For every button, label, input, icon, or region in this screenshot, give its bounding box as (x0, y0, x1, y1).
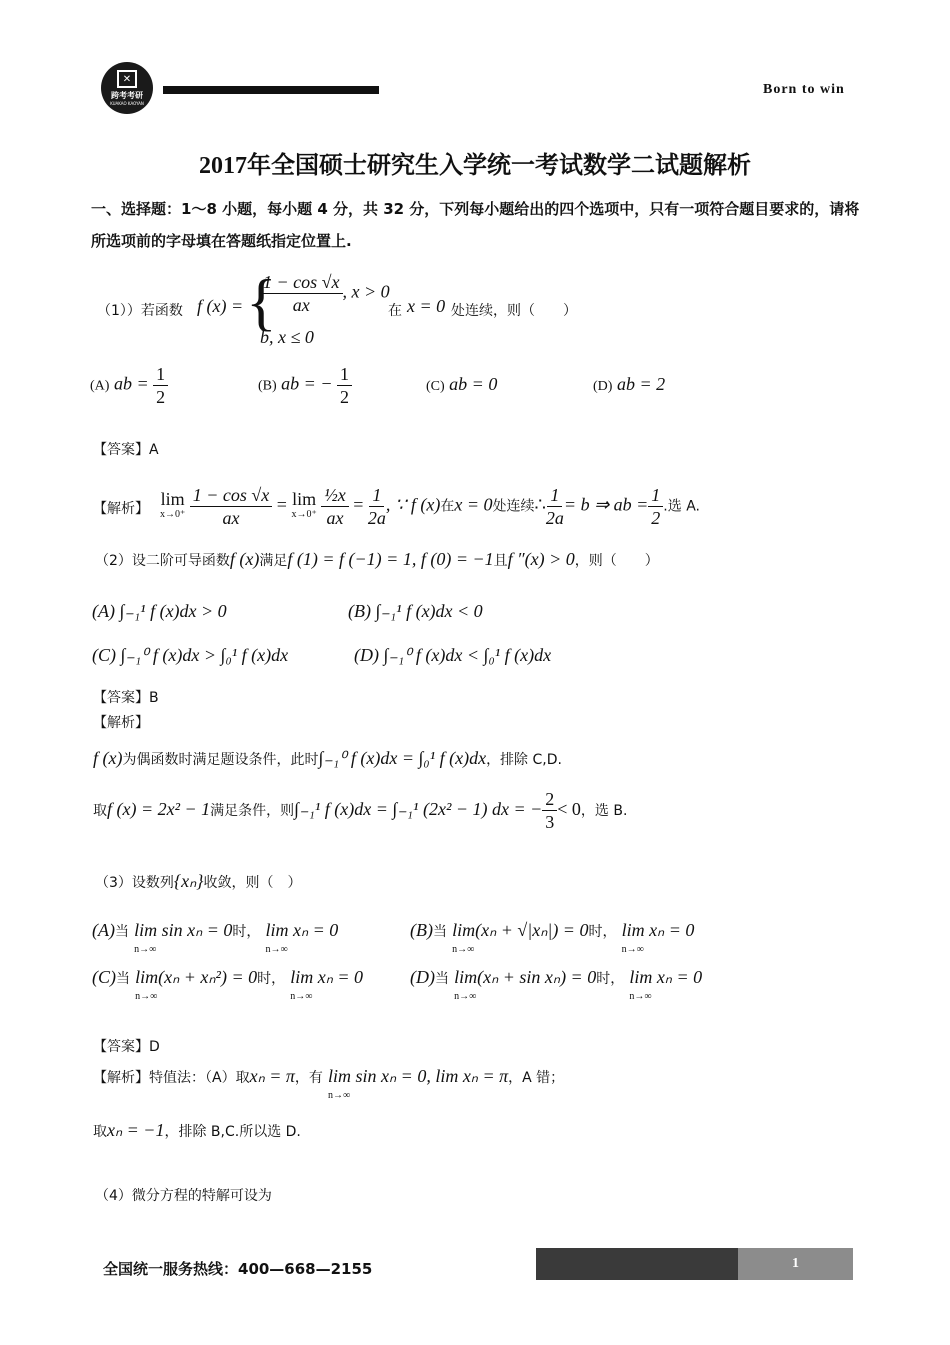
q1-analysis-label: 【解析】 (93, 501, 149, 517)
q3-option-b: (B)当 lim(xₙ + √|xₙ|) = 0 n→∞ 时， lim xₙ = 0 n→∞ (410, 920, 695, 955)
page-number: 1 (738, 1248, 853, 1280)
q3-analysis-line1: 【解析】特值法：（A）取xₙ = π，有 lim sin xₙ = 0, lim xₙ = π n→∞ ，A 错； (93, 1066, 565, 1101)
q2-analysis-line1: f (x)为偶函数时满足题设条件，此时∫₋₁⁰ f (x)dx = ∫₀¹ f (x)dx，排除 C,D. (93, 748, 562, 768)
q1-case2: b, x ≤ 0 (260, 327, 314, 347)
q3-option-a: (A)当 lim sin xₙ = 0 n→∞ 时， lim xₙ = 0 n→∞ (92, 920, 339, 955)
q1-prefix: （1））若函数 (97, 303, 183, 319)
q3-option-d: (D)当 lim(xₙ + sin xₙ) = 0 n→∞ 时， lim xₙ = 0 n→∞ (410, 967, 703, 1002)
q2-analysis-label: 【解析】 (93, 715, 149, 731)
q3-analysis-line2: 取xₙ = −1，排除 B,C.所以选 D. (93, 1120, 301, 1140)
q2-answer: 【答案】B (93, 690, 159, 706)
header-rule (163, 86, 379, 94)
q1-analysis-math: lim x→0⁺ $\frac{1 - \cos √x}{ax}$ = lim x→0⁺ $\frac{\text{½x}}{ax}$ = $\frac{1}{2a}$ , ∵ f (x)在x = 0处连续∴ $\frac{1}{2a}$ = b ⇒ ab = $\frac{1}{2}$ .选 A. (160, 485, 700, 528)
q1-case1: $\frac{1 - \cos √x}{ax}$ , x > 0 (260, 271, 390, 316)
q1-option-d: (D) ab = 2 (593, 374, 666, 394)
q1-option-a: (A) ab = $\frac{1}{2}$ (90, 363, 168, 408)
q3-option-c: (C)当 lim(xₙ + xₙ²) = 0 n→∞ 时， lim xₙ = 0 n→∞ (92, 967, 364, 1002)
logo-subtext: KUAKAO KAOYAN (110, 101, 144, 106)
q2-option-b: (B) ∫₋₁¹ f (x)dx < 0 (348, 601, 483, 621)
q1-answer: 【答案】A (93, 442, 159, 458)
q1-fx: f (x) = (197, 296, 244, 316)
footer-bar (536, 1248, 738, 1280)
q1-suffix-a: 在 (388, 303, 402, 319)
q1-brace: { (246, 266, 277, 337)
q1-cond: x = 0 (407, 296, 446, 316)
q1-option-b: (B) ab = − $\frac{1}{2}$ (258, 363, 352, 408)
footer-hotline: 全国统一服务热线：400—668—2155 (103, 1260, 373, 1278)
page-title: 2017年全国硕士研究生入学统一考试数学二试题解析 (199, 153, 751, 179)
q2-stem: （2）设二阶可导函数f (x)满足f (1) = f (−1) = 1, f (0) = −1且f ″(x) > 0，则（ ） (95, 549, 659, 569)
q3-answer: 【答案】D (93, 1039, 160, 1055)
logo-mark-icon: ✕ (117, 70, 137, 88)
q2-analysis-line2: 取f (x) = 2x² − 1满足条件，则∫₋₁¹ f (x)dx = ∫₋₁¹ (2x² − 1) dx = − $\frac{2}{3}$ < 0，选 B. (93, 789, 628, 832)
q3-stem: （3）设数列{xₙ}收敛，则（ ） (95, 871, 302, 891)
brand-logo (101, 62, 153, 114)
q1-suffix-b: 处连续，则（ ） (451, 303, 577, 319)
header-slogan: Born to win (763, 82, 845, 97)
q4-stem: （4）微分方程的特解可设为 (95, 1188, 272, 1204)
q2-option-c: (C) ∫₋₁⁰ f (x)dx > ∫₀¹ f (x)dx (92, 645, 289, 665)
q2-option-d: (D) ∫₋₁⁰ f (x)dx < ∫₀¹ f (x)dx (354, 645, 552, 665)
logo-text: 跨考考研 (111, 91, 143, 100)
q2-option-a: (A) ∫₋₁¹ f (x)dx > 0 (92, 601, 227, 621)
section-instruction: 一、选择题：1～8 小题，每小题 4 分，共 32 分，下列每小题给出的四个选项中，只有一项符合题目要求的，请将所选项前的字母填在答题纸指定位置上. (91, 200, 860, 250)
q1-option-c: (C) ab = 0 (426, 374, 498, 394)
